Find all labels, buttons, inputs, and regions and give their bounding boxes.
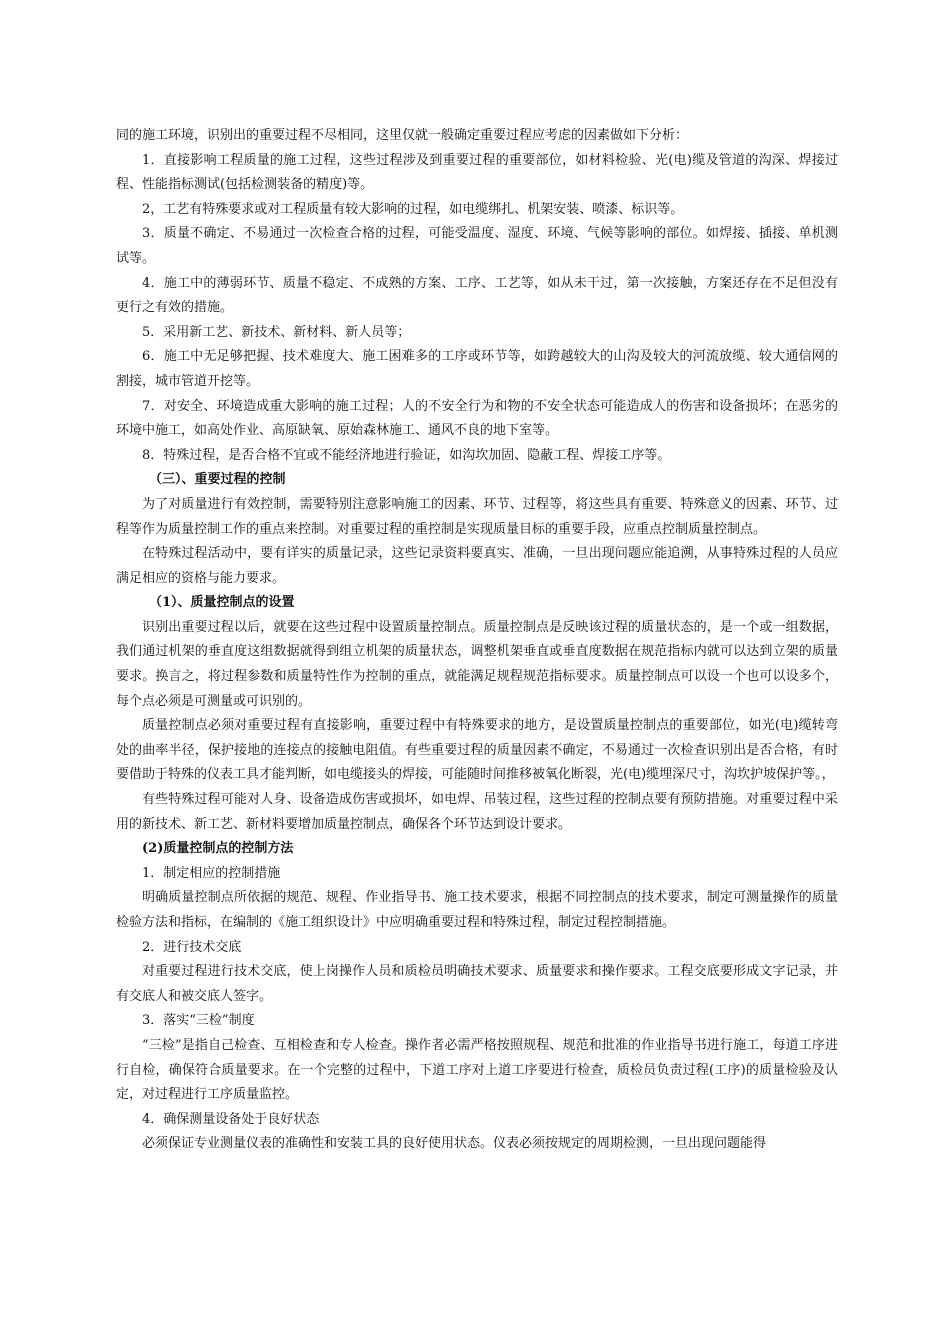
- paragraph: 同的施工环境，识别出的重要过程不尽相同，这里仅就一般确定重要过程应考虑的因素做如下分析：: [116, 128, 689, 143]
- method-heading: 3．落实“三检”制度: [142, 1013, 255, 1029]
- list-item: 5．采用新工艺、新技术、新材料、新人员等；: [142, 324, 411, 340]
- paragraph: 必须保证专业测量仪表的准确性和安装工具的良好使用状态。仪表必须按规定的周期检测，一旦出现问题能得: [142, 1136, 767, 1152]
- method-heading: 4．确保测量设备处于良好状态: [142, 1111, 320, 1127]
- list-item: 4．施工中的薄弱环节、质量不稳定、不成熟的方案、工序、工艺等，如从未干过，第一次接触，方案还存在不足但没有更行之有效的措施。: [116, 275, 838, 316]
- list-item: 3．质量不确定、不易通过一次检查合格的过程，可能受温度、湿度、环境、气候等影响的部位。如焊接、插接、单机测试等。: [116, 226, 838, 266]
- paragraph: 识别出重要过程以后，就要在这些过程中设置质量控制点。质量控制点是反映该过程的质量状态的，是一个或一组数据，我们通过机架的垂直度这组数据就得到组立机架的质量状态，调整机架垂直或垂直度数据在规范指标内就可以达到立架的质量要求。换言之，将过程参数和质量特性作为控制的重点，就能满足规程规范指标要求。质量控制点可以设一个也可以设多个，每个点必须是可测量或可识别的。: [116, 619, 838, 709]
- method-heading: 2．进行技术交底: [142, 939, 242, 955]
- paragraph: 有些特殊过程可能对人身、设备造成伤害或损坏，如电焊、吊装过程，这些过程的控制点要有预防措施。对重要过程中采用的新技术、新工艺、新材料要增加质量控制点，确保各个环节达到设计要求。: [116, 792, 838, 832]
- paragraph: 为了对质量进行有效控制，需要特别注意影响施工的因素、环节、过程等，将这些具有重要、特殊意义的因素、环节、过程等作为质量控制工作的重点来控制。对重要过程的重控制是实现质量目标的重要手段，应重点控制质量控制点。: [116, 496, 838, 537]
- list-item: 6．施工中无足够把握、技术难度大、施工困难多的工序或环节等，如跨越较大的山沟及较大的河流放缆、较大通信网的割接，城市管道开挖等。: [116, 349, 838, 389]
- document-body: [116, 124, 838, 1157]
- list-item: 2，工艺有特殊要求或对工程质量有较大影响的过程，如电缆绑扎、机架安装、喷漆、标识等。: [142, 201, 684, 217]
- method-heading: 1．制定相应的控制措施: [142, 865, 281, 881]
- paragraph: “三检”是指自己检查、互相检查和专人检查。操作者必需严格按照规程、规范和批准的作业指导书进行施工，每道工序进行自检，确保符合质量要求。在一个完整的过程中，下道工序对上道工序要进行检查，质检员负责过程(工序)的质量检验及认定，对过程进行工序质量监控。: [116, 1037, 838, 1103]
- paragraph: 对重要过程进行技术交底，使上岗操作人员和质检员明确技术要求、质量要求和操作要求。工程交底要形成文字记录，并有交底人和被交底人签字。: [116, 964, 838, 1004]
- paragraph: 在特殊过程活动中，要有详实的质量记录，这些记录资料要真实、准确，一旦出现问题应能追溯，从事特殊过程的人员应满足相应的资格与能力要求。: [116, 546, 838, 586]
- paragraph: 明确质量控制点所依据的规范、规程、作业指导书、施工技术要求，根据不同控制点的技术要求，制定可测量操作的质量检验方法和指标，在编制的《施工组织设计》中应明确重要过程和特殊过程，制定过程控制措施。: [116, 890, 838, 930]
- paragraph: 质量控制点必须对重要过程有直接影响，重要过程中有特殊要求的地方，是设置质量控制点的重要部位，如光(电)缆转弯处的曲率半径，保护接地的连接点的接触电阻值。有些重要过程的质量因素不确定，不易通过一次检查识别出是否合格，有时要借助于特殊的仪表工具才能判断，如电缆接头的焊接，可能随时间推移被氧化断裂，光(电)缆埋深尺寸，沟坎护坡保护等。，: [116, 718, 838, 783]
- subsection-heading: （1）、质量控制点的设置: [149, 595, 295, 611]
- list-item: 7．对安全、环境造成重大影响的施工过程；人的不安全行为和物的不安全状态可能造成人的伤害和设备损坏；在恶劣的环境中施工，如高处作业、高原缺氧、原始森林施工、通风不良的地下室等。: [116, 398, 838, 439]
- list-item: 8．特殊过程，是否合格不宜或不能经济地进行验证，如沟坎加固、隐蔽工程、焊接工序等。: [142, 447, 671, 463]
- section-heading: （三）、重要过程的控制: [149, 472, 286, 488]
- list-item: 1．直接影响工程质量的施工过程，这些过程涉及到重要过程的重要部位，如材料检验、光(电)缆及管道的沟深、焊接过程、性能指标测试(包括检测装备的精度)等。: [116, 152, 838, 193]
- subsection-heading: (2)质量控制点的控制方法: [142, 841, 294, 857]
